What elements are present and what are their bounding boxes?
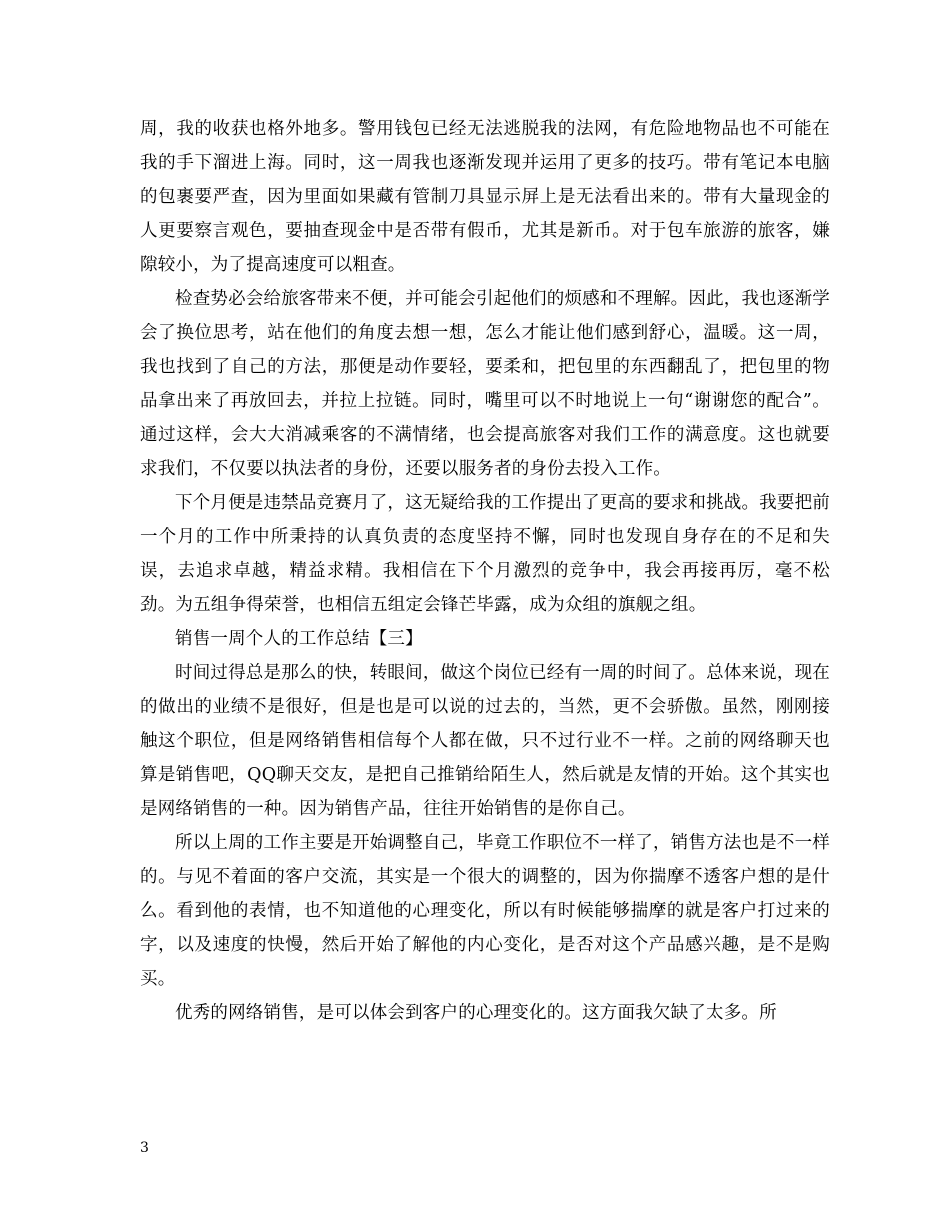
- section-heading: 销售一周个人的工作总结【三】: [175, 629, 423, 649]
- paragraph-2: 检查势必会给旅客带来不便，并可能会引起他们的烦感和不理解。因此，我也逐渐学会了换位思考，站在他们的角度去想一想，怎么才能让他们感到舒心，温暖。这一周，我也找到了自己的方法，那便是动作要轻，要柔和，把包里的东西翻乱了，把包里的物品拿出来了再放回去，并拉上拉链。同时，嘴里可以不时地说上一句“谢谢您的配合”。通过这样，会大大消减乘客的不满情绪，也会提高旅客对我们工作的满意度。这也就要求我们，不仅要以执法者的身份，还要以服务者的身份去投入工作。: [140, 289, 830, 479]
- paragraph-5: 所以上周的工作主要是开始调整自己，毕竟工作职位不一样了，销售方法也是不一样的。与见不着面的客户交流，其实是一个很大的调整的，因为你揣摩不透客户想的是什么。看到他的表情，也不知道他的心理变化，所以有时候能够揣摩的就是客户打过来的字，以及速度的快慢，然后开始了解他的内心变化，是否对这个产品感兴趣，是不是购买。: [140, 833, 830, 989]
- paragraph-6: 优秀的网络销售，是可以体会到客户的心理变化的。这方面我欠缺了太多。所: [175, 1003, 777, 1023]
- page-number: 3: [140, 1140, 149, 1156]
- document-body: [140, 112, 830, 1030]
- paragraph-1: 周，我的收获也格外地多。警用钱包已经无法逃脱我的法网，有危险地物品也不可能在我的手下溜进上海。同时，这一周我也逐渐发现并运用了更多的技巧。带有笔记本电脑的包裹要严查，因为里面如果藏有管制刀具显示屏上是无法看出来的。带有大量现金的人更要察言观色，要抽查现金中是否带有假币，尤其是新币。对于包车旅游的旅客，嫌隙较小，为了提高速度可以粗查。: [140, 119, 830, 275]
- paragraph-4: 时间过得总是那么的快，转眼间，做这个岗位已经有一周的时间了。总体来说，现在的做出的业绩不是很好，但是也是可以说的过去的，当然，更不会骄傲。虽然，刚刚接触这个职位，但是网络销售相信每个人都在做，只不过行业不一样。之前的网络聊天也算是销售吧，QQ聊天交友，是把自己推销给陌生人，然后就是友情的开始。这个其实也是网络销售的一种。因为销售产品，往往开始销售的是你自己。: [140, 663, 830, 819]
- paragraph-3: 下个月便是违禁品竞赛月了，这无疑给我的工作提出了更高的要求和挑战。我要把前一个月的工作中所秉持的认真负责的态度坚持不懈，同时也发现自身存在的不足和失误，去追求卓越，精益求精。我相信在下个月激烈的竞争中，我会再接再厉，毫不松劲。为五组争得荣誉，也相信五组定会锋芒毕露，成为众组的旗舰之组。: [140, 493, 830, 615]
